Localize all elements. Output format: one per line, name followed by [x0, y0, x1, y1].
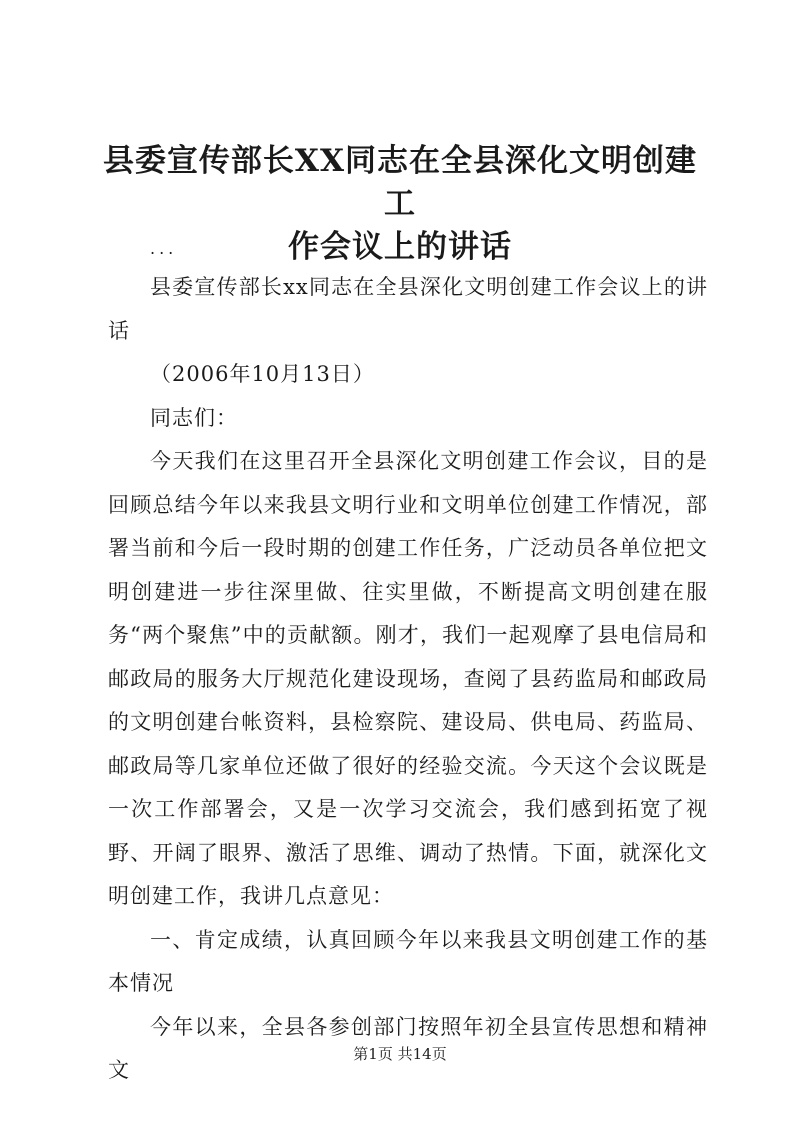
title-line-2: 作会议上的讲话 [288, 229, 512, 265]
ellipsis-paragraph: ... [150, 239, 178, 258]
intro-paragraph: 今天我们在这里召开全县深化文明创建工作会议，目的是回顾总结今年以来我县文明行业和文明单位创建工作情况，部署当前和今后一段时期的创建工作任务，广泛动员各单位把文明创建进一步往深里做、往实里做，不断提高文明创建在服务“两个聚焦”中的贡献额。刚才，我们一起观摩了县电信局和邮政局的服务大厅规范化建设现场，查阅了县药监局和邮政局的文明创建台帐资料，县检察院、建设局、供电局、药监局、邮政局等几家单位还做了很好的经验交流。今天这个会议既是一次工作部署会，又是一次学习交流会，我们感到拓宽了视野、开阔了眼界、激活了思维、调动了热情。下面，就深化文明创建工作，我讲几点意见： [108, 449, 708, 908]
salutation-paragraph: 同志们： [150, 405, 238, 430]
page-number-footer: 第1页 共14页 [353, 1045, 447, 1063]
section-1-paragraph: 今年以来，全县各参创部门按照年初全县宣传思想和精神文 [108, 1014, 708, 1082]
title-line-1: 县委宣传部长XX同志在全县深化文明创建工 [102, 143, 698, 222]
subtitle-paragraph: 县委宣传部长xx同志在全县深化文明创建工作会议上的讲话 [108, 275, 708, 343]
document-body [108, 232, 708, 1093]
section-heading-1: 一、肯定成绩，认真回顾今年以来我县文明创建工作的基本情况 [108, 927, 708, 995]
date-paragraph: （2006年10月13日） [150, 362, 375, 386]
